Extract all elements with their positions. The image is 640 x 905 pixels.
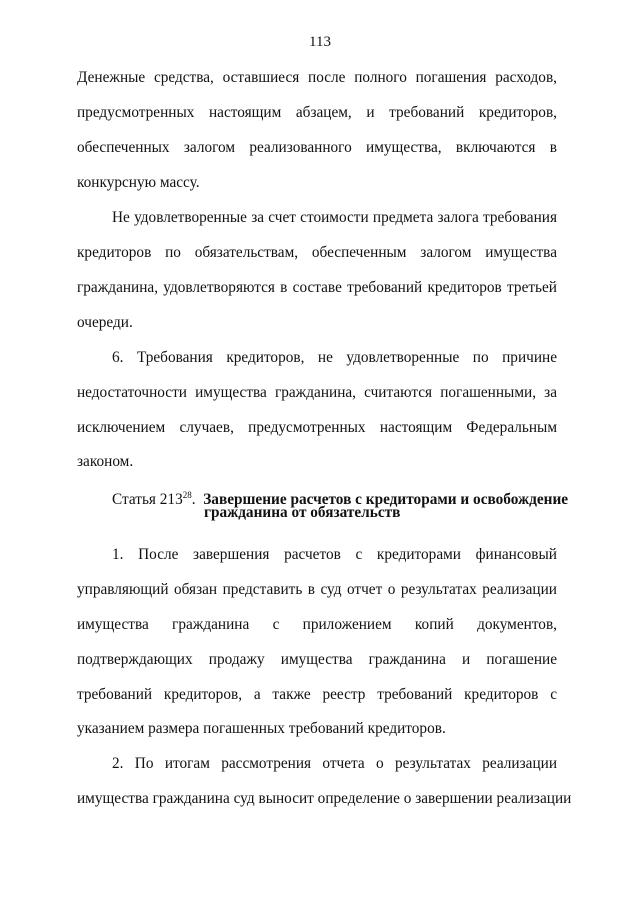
paragraph-2-line-2: кредиторов по обязательствам, обеспеченным залогом имущества <box>77 244 557 261</box>
paragraph-4-line-2: управляющий обязан представить в суд отчет о результатах реализации <box>77 581 557 598</box>
article-heading-line-2 <box>204 504 400 522</box>
article-title-line-2: гражданина от обязательств <box>204 504 401 521</box>
page-number: 113 <box>309 34 331 50</box>
paragraph-4-line-6: указанием размера погашенных требований кредиторов. <box>77 720 446 737</box>
paragraph-1-line-1: Денежные средства, оставшиеся после полного погашения расходов, <box>77 69 557 86</box>
article-label: Статья 213 <box>112 491 183 508</box>
paragraph-1-line-3: обеспеченных залогом реализованного имущества, включаются в <box>77 139 557 156</box>
paragraph-4-line-4: подтверждающих продажу имущества гражданина и погашение <box>77 651 557 668</box>
paragraph-5-line-2: имущества гражданина суд выносит определение о завершении реализации <box>77 790 572 807</box>
paragraph-2-line-4: очереди. <box>77 314 133 331</box>
paragraph-3-line-4: законом. <box>77 453 134 470</box>
article-title-line-1: Завершение расчетов с кредиторами и освобождение <box>203 491 569 508</box>
paragraph-3-line-3: исключением случаев, предусмотренных настоящим Федеральным <box>77 419 557 436</box>
paragraph-4-line-3: имущества гражданина с приложением копий документов, <box>77 616 557 633</box>
article-number-superscript: 28 <box>182 490 192 500</box>
paragraph-1-line-2: предусмотренных настоящим абзацем, и требований кредиторов, <box>77 104 557 121</box>
paragraph-3-line-1: 6. Требования кредиторов, не удовлетворенные по причине <box>112 349 557 366</box>
paragraph-4-line-1: 1. После завершения расчетов с кредиторами финансовый <box>112 546 557 563</box>
article-label-period: . <box>191 491 196 508</box>
paragraph-1-line-4: конкурсную массу. <box>77 174 200 191</box>
paragraph-2-line-3: гражданина, удовлетворяются в составе требований кредиторов третьей <box>77 279 557 296</box>
paragraph-5-line-1: 2. По итогам рассмотрения отчета о результатах реализации <box>112 755 557 772</box>
paragraph-2-line-1: Не удовлетворенные за счет стоимости предмета залога требования <box>112 209 557 226</box>
paragraph-3-line-2: недостаточности имущества гражданина, считаются погашенными, за <box>77 384 557 401</box>
paragraph-4-line-5: требований кредиторов, а также реестр требований кредиторов с <box>77 686 557 703</box>
